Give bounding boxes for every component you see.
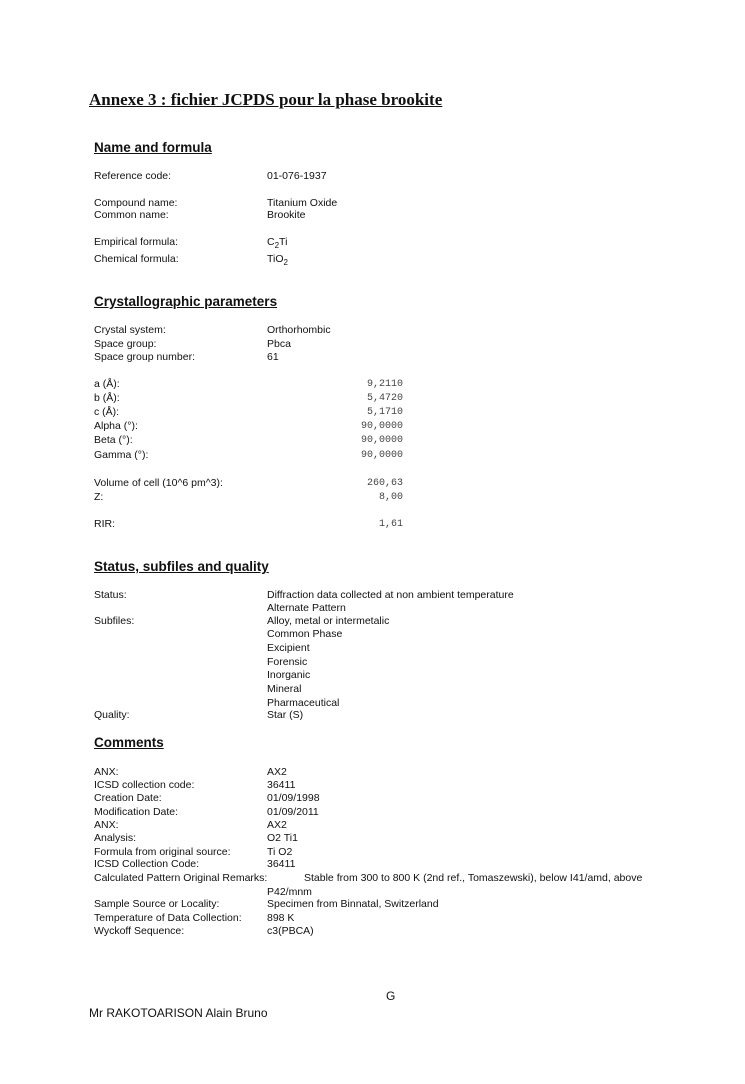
field-value: 01-076-1937	[267, 170, 327, 182]
field-value: $C_2Ti$	[267, 236, 288, 250]
field-label: Compound name:	[94, 197, 178, 209]
field-label: ICSD Collection Code:	[94, 858, 200, 870]
field-value: Pbca	[267, 338, 291, 350]
footer-author: Mr RAKOTOARISON Alain Bruno	[89, 1006, 268, 1020]
field-value: 260,63	[366, 478, 403, 489]
field-value: 01/09/1998	[267, 792, 320, 804]
field-value: Common Phase	[267, 628, 343, 640]
field-label: Analysis:	[94, 832, 137, 844]
field-value: Diffraction data collected at non ambient temperature	[267, 589, 514, 601]
field-value: Alternate Pattern	[267, 602, 346, 614]
field-value: Brookite	[267, 209, 306, 221]
field-label: Volume of cell (10^6 pm^3):	[94, 477, 223, 489]
field-value: 5,1710	[366, 407, 403, 418]
field-label: RIR:	[94, 518, 115, 530]
field-label: Alpha (°):	[94, 420, 138, 432]
field-value: TiO$_2$	[267, 253, 288, 267]
field-value: O2 Ti1	[267, 832, 298, 844]
field-value: 898 K	[267, 912, 295, 924]
field-value: P42/mnm	[267, 886, 312, 898]
field-value: 9,2110	[366, 379, 403, 390]
field-label: Sample Source or Locality:	[94, 898, 220, 910]
field-label: Crystal system:	[94, 324, 166, 336]
field-label: ICSD collection code:	[94, 779, 195, 791]
field-label: ANX:	[94, 819, 119, 831]
field-label: Subfiles:	[94, 615, 135, 627]
field-label: Modification Date:	[94, 806, 179, 818]
field-value: 36411	[267, 858, 296, 870]
field-value: Excipient	[267, 642, 310, 654]
field-value: Stable from 300 to 800 K (2nd ref., Tomaszewski), below I41/amd, above	[304, 872, 643, 884]
field-value: Forensic	[267, 656, 308, 668]
field-label: Formula from original source:	[94, 846, 231, 858]
field-label: ANX:	[94, 766, 119, 778]
field-label: Common name:	[94, 209, 169, 221]
section-heading-name-formula: Name and formula	[94, 140, 212, 155]
field-label: Empirical formula:	[94, 236, 179, 248]
page-number: G	[386, 989, 396, 1003]
field-label: a (Å):	[94, 378, 120, 390]
page-title: Annexe 3 : fichier JCPDS pour la phase brookite	[89, 90, 443, 109]
field-label: Wyckoff Sequence:	[94, 925, 185, 937]
field-value: 8,00	[378, 492, 403, 503]
field-value: c3(PBCA)	[267, 925, 314, 937]
field-value: AX2	[267, 766, 287, 778]
field-value: Star (S)	[267, 709, 304, 721]
field-value: 90,0000	[360, 435, 403, 446]
field-label: Chemical formula:	[94, 253, 179, 265]
field-label: Beta (°):	[94, 434, 133, 446]
field-label: Space group number:	[94, 351, 195, 363]
field-value: 36411	[267, 779, 296, 791]
field-label: Temperature of Data Collection:	[94, 912, 242, 924]
section-heading-comments: Comments	[94, 735, 164, 750]
field-value: Ti O2	[267, 846, 293, 858]
field-value: 01/09/2011	[267, 806, 319, 818]
field-value: Specimen from Binnatal, Switzerland	[267, 898, 439, 910]
field-value: Inorganic	[267, 669, 311, 681]
field-value: 61	[267, 351, 279, 363]
field-label: Status:	[94, 589, 127, 601]
field-value: 1,61	[378, 519, 403, 530]
field-label: Gamma (°):	[94, 449, 149, 461]
field-label: Calculated Pattern Original Remarks:	[94, 872, 268, 884]
field-value: Alloy, metal or intermetalic	[267, 615, 390, 627]
section-heading-crystallographic: Crystallographic parameters	[94, 294, 278, 309]
field-value: Pharmaceutical	[267, 697, 340, 709]
field-label: Quality:	[94, 709, 130, 721]
field-value: 90,0000	[360, 450, 403, 461]
field-value: Mineral	[267, 683, 302, 695]
field-label: Space group:	[94, 338, 157, 350]
field-label: Creation Date:	[94, 792, 162, 804]
field-label: Z:	[94, 491, 104, 503]
field-label: c (Å):	[94, 406, 120, 418]
field-label: Reference code:	[94, 170, 172, 182]
field-value: Titanium Oxide	[267, 197, 338, 209]
field-value: 90,0000	[360, 421, 403, 432]
field-value: 5,4720	[366, 393, 403, 404]
field-value: Orthorhombic	[267, 324, 331, 336]
field-label: b (Å):	[94, 392, 120, 404]
field-value: AX2	[267, 819, 287, 831]
section-heading-status: Status, subfiles and quality	[94, 559, 269, 574]
